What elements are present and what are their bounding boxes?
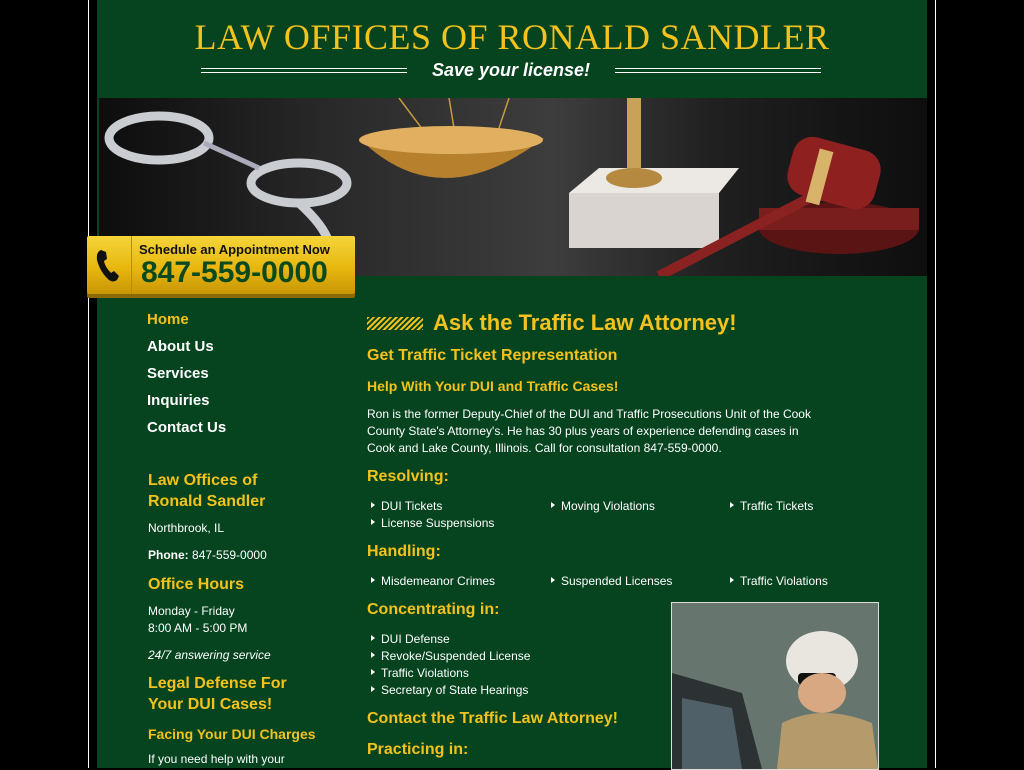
schedule-appointment-button[interactable] — [87, 236, 355, 294]
list-item: License Suspensions — [367, 516, 494, 530]
list-item: Traffic Violations — [367, 666, 469, 680]
contact-attorney-title: Contact the Traffic Law Attorney! — [367, 710, 618, 727]
schedule-label: Schedule an Appointment Now — [139, 242, 330, 257]
answering-service: 24/7 answering service — [148, 648, 271, 662]
legal-defense-line1: Legal Defense For — [148, 675, 287, 692]
list-item: Moving Violations — [547, 499, 655, 513]
main-nav — [147, 306, 347, 441]
phone-label: Phone: — [148, 548, 189, 562]
list-item: Traffic Violations — [726, 574, 828, 588]
handling-title: Handling: — [367, 543, 441, 560]
intro-paragraph: Ron is the former Deputy-Chief of the DUI and Traffic Prosecutions Unit of the Cook County State's Attorney's. He has 30 plus years of experience defending cases in Cook and Lake County, Illinois. Call for consultation 847-559-0000. — [367, 407, 811, 455]
phone-icon — [87, 236, 132, 294]
list-item: Misdemeanor Crimes — [367, 574, 495, 588]
practicing-title: Practicing in: — [367, 741, 469, 758]
site-title: LAW OFFICES OF RONALD SANDLER — [194, 17, 830, 57]
heading-hatch-decoration — [367, 317, 423, 330]
legal-defense-line2: Your DUI Cases! — [148, 696, 273, 713]
list-item: Traffic Tickets — [726, 499, 813, 513]
nav-about-us[interactable]: About Us — [147, 338, 214, 355]
firm-location: Northbrook, IL — [148, 521, 225, 535]
firm-info — [148, 470, 348, 768]
list-item: DUI Tickets — [367, 499, 442, 513]
list-item: Secretary of State Hearings — [367, 683, 528, 697]
tagline: Save your license! — [431, 60, 591, 80]
office-hours-days: Monday - Friday — [148, 604, 235, 618]
main-title: Ask the Traffic Law Attorney! — [433, 310, 737, 335]
divider-right — [615, 68, 821, 73]
scale-icon — [359, 98, 739, 248]
firm-name-line2: Ronald Sandler — [148, 493, 266, 510]
sub-heading-dui: Help With Your DUI and Traffic Cases! — [367, 378, 619, 394]
page-frame — [88, 0, 936, 768]
firm-name-line1: Law Offices of — [148, 472, 258, 489]
concentrating-title: Concentrating in: — [367, 601, 500, 618]
tagline-row — [201, 60, 821, 84]
office-hours-title: Office Hours — [148, 576, 245, 593]
nav-contact-us[interactable]: Contact Us — [147, 419, 227, 436]
page-content — [97, 0, 927, 768]
nav-inquiries[interactable]: Inquiries — [147, 392, 210, 409]
firm-phone: 847-559-0000 — [192, 548, 267, 562]
sidebar — [147, 306, 347, 766]
list-item: Revoke/Suspended License — [367, 649, 530, 663]
list-item: DUI Defense — [367, 632, 450, 646]
list-item: Suspended Licenses — [547, 574, 672, 588]
resolving-title: Resolving: — [367, 468, 449, 485]
sub-heading-ticket: Get Traffic Ticket Representation — [367, 347, 618, 364]
cta-phone-number[interactable]: 847-559-0000 — [141, 256, 328, 289]
office-hours-time: 8:00 AM - 5:00 PM — [148, 621, 248, 635]
facing-dui-heading: Facing Your DUI Charges — [148, 726, 316, 742]
nav-home[interactable]: Home — [147, 311, 189, 328]
sidebar-body-text: If you need help with your — [148, 752, 285, 766]
firm-phone-line — [148, 547, 348, 564]
nav-services[interactable]: Services — [147, 365, 209, 382]
traffic-officer-photo — [671, 602, 879, 770]
